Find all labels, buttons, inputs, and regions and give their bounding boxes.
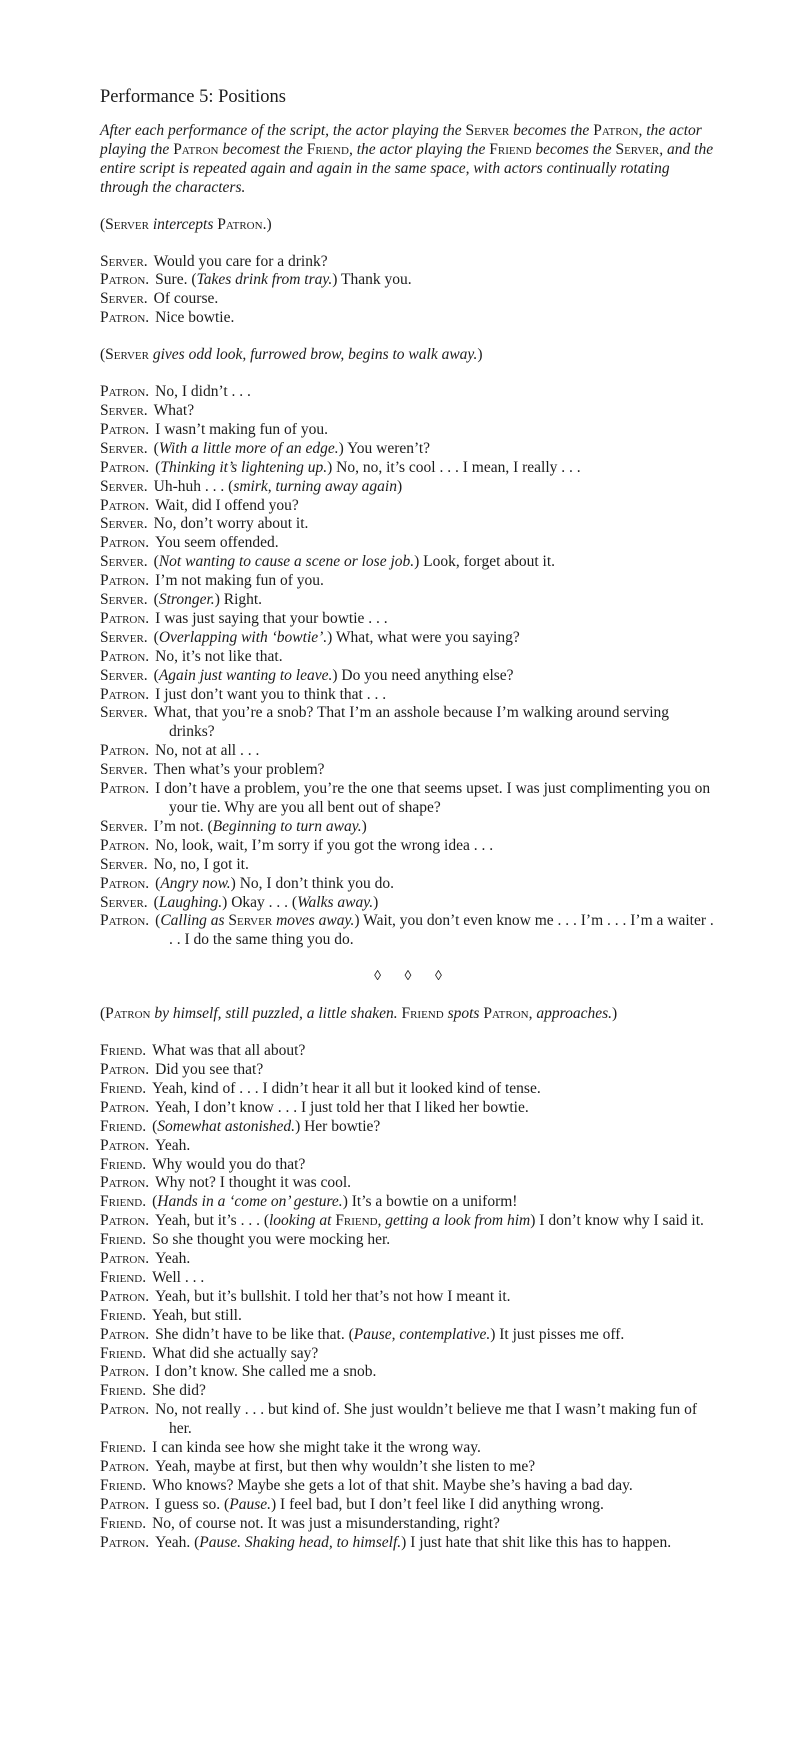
speaker-name: Patron. bbox=[100, 780, 150, 798]
stage-direction-text: , and the entire script is repeated again and again in the same space, with actors continually rotating through the characters. bbox=[100, 140, 714, 196]
text-segment: She didn’t have to be like that. ( bbox=[155, 1325, 354, 1343]
dialogue-line bbox=[100, 1156, 716, 1175]
character-name: Patron bbox=[217, 215, 263, 233]
dialogue-line bbox=[100, 271, 716, 290]
dialogue-line bbox=[100, 534, 716, 553]
dialogue-line bbox=[100, 686, 716, 705]
text-segment: ) I just hate that shit like this has to happen. bbox=[401, 1533, 672, 1551]
stage-direction-text: Overlapping with ‘bowtie’. bbox=[158, 628, 328, 646]
dialogue-block bbox=[100, 1042, 716, 1552]
text-segment: ) Wait, you don’t even know me . . . I’m . . . I’m a waiter . . . I do the same thing you do. bbox=[169, 912, 714, 949]
dialogue-line bbox=[100, 610, 716, 629]
speaker-name: Patron. bbox=[100, 1533, 150, 1551]
speaker-name: Server. bbox=[100, 666, 148, 684]
dialogue-line bbox=[100, 402, 716, 421]
speaker-name: Patron. bbox=[100, 1287, 150, 1305]
dialogue-line bbox=[100, 1137, 716, 1156]
speaker-name: Server. bbox=[100, 553, 148, 571]
text-segment: Yeah, but still. bbox=[152, 1306, 242, 1324]
text-segment: ) Look, forget about it. bbox=[414, 553, 556, 571]
text-segment: What did she actually say? bbox=[152, 1344, 319, 1362]
dialogue-line bbox=[100, 780, 716, 818]
dialogue-line bbox=[100, 591, 716, 610]
character-name: Server bbox=[465, 122, 510, 139]
text-segment: ) You weren’t? bbox=[338, 439, 431, 457]
text-segment: Yeah. bbox=[155, 1136, 191, 1154]
dialogue-line bbox=[100, 1042, 716, 1061]
dialogue-line bbox=[100, 1363, 716, 1382]
dialogue-line bbox=[100, 912, 716, 950]
text-segment: What? bbox=[153, 401, 195, 419]
text-segment: No, of course not. It was just a misunderstanding, right? bbox=[152, 1514, 500, 1532]
dialogue-line bbox=[100, 818, 716, 837]
stage-direction-text: Thinking it’s lightening up. bbox=[160, 458, 328, 476]
text-segment: ( bbox=[155, 912, 161, 930]
text-segment: ) bbox=[361, 817, 367, 835]
stage-direction-text: , approaches. bbox=[528, 1005, 612, 1023]
text-segment: Uh-huh . . . ( bbox=[153, 477, 234, 495]
text-segment: Yeah, I don’t know . . . I just told her that I liked her bowtie. bbox=[155, 1098, 529, 1116]
dialogue-line bbox=[100, 629, 716, 648]
speaker-name: Patron. bbox=[100, 1363, 150, 1381]
dialogue-line bbox=[100, 1080, 716, 1099]
speaker-name: Patron. bbox=[100, 685, 150, 703]
text-segment: What, that you’re a snob? That I’m an asshole because I’m walking around serving drinks? bbox=[153, 704, 670, 741]
text-segment: ( bbox=[100, 1005, 106, 1023]
stage-direction-text: spots bbox=[443, 1005, 484, 1023]
stage-direction-text: Hands in a ‘come on’ gesture. bbox=[157, 1193, 343, 1211]
intro-paragraph bbox=[100, 122, 716, 198]
text-segment: ( bbox=[153, 553, 159, 571]
dialogue-line bbox=[100, 1099, 716, 1118]
character-name: Friend bbox=[335, 1212, 378, 1230]
speaker-name: Patron. bbox=[100, 572, 150, 590]
text-segment: No, it’s not like that. bbox=[155, 647, 283, 665]
dialogue-line bbox=[100, 856, 716, 875]
dialogue-line bbox=[100, 1534, 716, 1553]
text-segment: ( bbox=[153, 439, 159, 457]
speaker-name: Patron. bbox=[100, 874, 150, 892]
text-segment: ( bbox=[155, 458, 161, 476]
text-segment: Would you care for a drink? bbox=[153, 252, 328, 270]
text-segment: Yeah. bbox=[155, 1250, 191, 1268]
speaker-name: Server. bbox=[100, 893, 148, 911]
character-name: Server bbox=[105, 215, 149, 233]
text-segment: ) Do you need anything else? bbox=[332, 666, 514, 684]
dialogue-line bbox=[100, 309, 716, 328]
speaker-name: Patron. bbox=[100, 309, 150, 327]
dialogue-line bbox=[100, 1401, 716, 1439]
text-segment: No, no, I got it. bbox=[153, 855, 249, 873]
character-name: Friend bbox=[401, 1005, 444, 1023]
dialogue-line bbox=[100, 1212, 716, 1231]
character-name: Patron bbox=[593, 122, 639, 139]
text-segment: ( bbox=[153, 591, 159, 609]
dialogue-line bbox=[100, 1439, 716, 1458]
stage-direction-text: Pause. Shaking head, to himself. bbox=[199, 1533, 402, 1551]
stage-direction-text: After each performance of the script, the actor playing the bbox=[100, 122, 466, 139]
speaker-name: Server. bbox=[100, 628, 148, 646]
speaker-name: Friend. bbox=[100, 1079, 147, 1097]
stage-direction-text: looking at bbox=[269, 1212, 336, 1230]
text-segment: I don’t have a problem, you’re the one that seems upset. I was just complimenting you on your tie. Why are you all bent out of shape? bbox=[155, 780, 711, 816]
character-name: Friend bbox=[489, 140, 532, 158]
character-name: Patron bbox=[483, 1005, 529, 1023]
speaker-name: Server. bbox=[100, 515, 148, 533]
dialogue-line bbox=[100, 875, 716, 894]
dialogue-line bbox=[100, 553, 716, 572]
dialogue-line bbox=[100, 1496, 716, 1515]
text-segment: ) bbox=[477, 346, 483, 364]
character-name: Server bbox=[228, 912, 273, 930]
text-segment: Yeah. ( bbox=[155, 1533, 200, 1551]
script-body bbox=[100, 216, 716, 1553]
character-name: Patron bbox=[173, 140, 219, 158]
stage-direction-text: intercepts bbox=[148, 215, 218, 233]
text-segment: You seem offended. bbox=[155, 534, 279, 552]
scene-separator: ◊ ◊ ◊ bbox=[374, 969, 452, 985]
speaker-name: Server. bbox=[100, 290, 148, 308]
speaker-name: Patron. bbox=[100, 912, 150, 930]
stage-direction bbox=[100, 346, 716, 365]
stage-direction bbox=[100, 216, 716, 235]
text-segment: I’m not. ( bbox=[153, 817, 213, 835]
dialogue-line bbox=[100, 440, 716, 459]
text-segment: No, I didn’t . . . bbox=[155, 383, 251, 401]
stage-direction-text: becomes the bbox=[509, 122, 594, 139]
stage-direction-text: Pause, contemplative. bbox=[353, 1325, 491, 1343]
page-title: Performance 5: Positions bbox=[100, 87, 287, 107]
text-segment: Sure. ( bbox=[155, 271, 197, 289]
dialogue-line bbox=[100, 1250, 716, 1269]
speaker-name: Patron. bbox=[100, 836, 150, 854]
text-segment: ) Her bowtie? bbox=[295, 1117, 381, 1135]
dialogue-line bbox=[100, 1477, 716, 1496]
speaker-name: Patron. bbox=[100, 1212, 150, 1230]
speaker-name: Patron. bbox=[100, 420, 150, 438]
speaker-name: Friend. bbox=[100, 1155, 147, 1173]
dialogue-line bbox=[100, 1118, 716, 1137]
text-segment: ) I don’t know why I said it. bbox=[530, 1212, 704, 1230]
text-segment: Of course. bbox=[153, 290, 219, 308]
text-segment: Then what’s your problem? bbox=[153, 761, 325, 779]
speaker-name: Patron. bbox=[100, 1136, 150, 1154]
text-segment: Why would you do that? bbox=[152, 1155, 306, 1173]
text-segment: Did you see that? bbox=[155, 1060, 264, 1078]
text-segment: ( bbox=[153, 628, 159, 646]
text-segment: No, don’t worry about it. bbox=[153, 515, 309, 533]
text-segment: Yeah, maybe at first, but then why wouldn’t she listen to me? bbox=[155, 1458, 536, 1475]
stage-direction-text: Calling as bbox=[160, 912, 229, 930]
speaker-name: Patron. bbox=[100, 1174, 150, 1192]
text-segment: ( bbox=[152, 1117, 158, 1135]
speaker-name: Friend. bbox=[100, 1476, 147, 1494]
dialogue-line bbox=[100, 515, 716, 534]
text-segment: Well . . . bbox=[152, 1268, 205, 1286]
speaker-name: Patron. bbox=[100, 1325, 150, 1343]
dialogue-line bbox=[100, 648, 716, 667]
text-segment: ( bbox=[153, 666, 159, 684]
text-segment: ) I feel bad, but I don’t feel like I did anything wrong. bbox=[271, 1495, 604, 1513]
text-segment: I wasn’t making fun of you. bbox=[155, 420, 328, 438]
stage-direction-text: Takes drink from tray. bbox=[196, 271, 333, 289]
text-segment: ) No, no, it’s cool . . . I mean, I really . . . bbox=[327, 458, 581, 476]
stage-direction-text: Beginning to turn away. bbox=[212, 817, 362, 835]
speaker-name: Server. bbox=[100, 252, 148, 270]
speaker-name: Friend. bbox=[100, 1514, 147, 1532]
stage-direction-text: Not wanting to cause a scene or lose job. bbox=[158, 553, 415, 571]
stage-direction-text: Angry now. bbox=[160, 874, 231, 892]
speaker-name: Patron. bbox=[100, 1060, 150, 1078]
text-segment: ) No, I don’t think you do. bbox=[230, 874, 394, 892]
text-segment: Who knows? Maybe she gets a lot of that shit. Maybe she’s having a bad day. bbox=[152, 1476, 633, 1494]
speaker-name: Patron. bbox=[100, 609, 150, 627]
speaker-name: Server. bbox=[100, 817, 148, 835]
text-segment: I guess so. ( bbox=[155, 1495, 230, 1513]
dialogue-line bbox=[100, 1458, 716, 1477]
speaker-name: Friend. bbox=[100, 1344, 147, 1362]
dialogue-line bbox=[100, 667, 716, 686]
speaker-name: Friend. bbox=[100, 1306, 147, 1324]
dialogue-line bbox=[100, 1269, 716, 1288]
dialogue-line bbox=[100, 459, 716, 478]
dialogue-line bbox=[100, 421, 716, 440]
speaker-name: Friend. bbox=[100, 1117, 147, 1135]
dialogue-line bbox=[100, 1193, 716, 1212]
stage-direction-text: smirk, turning away again bbox=[233, 477, 397, 495]
speaker-name: Server. bbox=[100, 401, 148, 419]
stage-direction-text: Stronger. bbox=[158, 591, 215, 609]
dialogue-block bbox=[100, 383, 716, 950]
speaker-name: Friend. bbox=[100, 1231, 147, 1249]
dialogue-line bbox=[100, 1288, 716, 1307]
dialogue-line bbox=[100, 704, 716, 742]
stage-direction-text: Pause. bbox=[229, 1495, 271, 1513]
character-name: Server bbox=[105, 346, 149, 364]
speaker-name: Friend. bbox=[100, 1268, 147, 1286]
text-segment: Nice bowtie. bbox=[155, 309, 235, 327]
speaker-name: Server. bbox=[100, 761, 148, 779]
text-segment: ) bbox=[373, 893, 379, 911]
text-segment: I’m not making fun of you. bbox=[155, 572, 324, 590]
text-segment: ( bbox=[100, 215, 106, 233]
text-segment: No, look, wait, I’m sorry if you got the wrong idea . . . bbox=[155, 836, 494, 854]
dialogue-line bbox=[100, 478, 716, 497]
dialogue-line bbox=[100, 572, 716, 591]
dialogue-line bbox=[100, 1061, 716, 1080]
text-segment: ( bbox=[153, 893, 159, 911]
text-segment: What was that all about? bbox=[152, 1042, 306, 1060]
text-segment: ) Okay . . . ( bbox=[222, 893, 298, 911]
speaker-name: Server. bbox=[100, 591, 148, 609]
stage-direction bbox=[100, 1005, 716, 1024]
dialogue-line bbox=[100, 761, 716, 780]
stage-direction-text: Somewhat astonished. bbox=[157, 1117, 296, 1135]
text-segment: I just don’t want you to think that . . . bbox=[155, 685, 387, 703]
text-segment: I can kinda see how she might take it the wrong way. bbox=[152, 1439, 481, 1457]
dialogue-line bbox=[100, 1515, 716, 1534]
speaker-name: Patron. bbox=[100, 1250, 150, 1268]
speaker-name: Friend. bbox=[100, 1382, 147, 1400]
text-segment: No, not really . . . but kind of. She just wouldn’t believe me that I wasn’t making fun of her. bbox=[155, 1401, 698, 1438]
dialogue-line bbox=[100, 1345, 716, 1364]
stage-direction-text: becomest the bbox=[218, 140, 307, 158]
text-segment: ) It just pisses me off. bbox=[490, 1325, 625, 1343]
stage-direction-text: by himself, still puzzled, a little shaken. bbox=[150, 1005, 402, 1023]
stage-direction-text: moves away. bbox=[272, 912, 355, 930]
dialogue-line bbox=[100, 383, 716, 402]
speaker-name: Patron. bbox=[100, 383, 150, 401]
text-segment: She did? bbox=[152, 1382, 206, 1400]
speaker-name: Patron. bbox=[100, 1458, 150, 1475]
text-segment: I don’t know. She called me a snob. bbox=[155, 1363, 377, 1381]
text-segment: ( bbox=[155, 874, 161, 892]
text-segment: Wait, did I offend you? bbox=[155, 496, 299, 514]
text-segment: ( bbox=[152, 1193, 158, 1211]
speaker-name: Patron. bbox=[100, 496, 150, 514]
stage-direction-text: , getting a look from him bbox=[377, 1212, 531, 1230]
dialogue-line bbox=[100, 1231, 716, 1250]
text-segment: Yeah, but it’s bullshit. I told her that’s not how I meant it. bbox=[155, 1287, 511, 1305]
text-segment: Why not? I thought it was cool. bbox=[155, 1174, 352, 1192]
text-segment: Yeah, kind of . . . I didn’t hear it all but it looked kind of tense. bbox=[152, 1079, 541, 1097]
dialogue-line bbox=[100, 253, 716, 272]
text-segment: ) Thank you. bbox=[332, 271, 412, 289]
dialogue-line bbox=[100, 1382, 716, 1401]
stage-direction-text: becomes the bbox=[531, 140, 616, 158]
speaker-name: Server. bbox=[100, 477, 148, 495]
text-segment: .) bbox=[262, 215, 272, 233]
dialogue-line bbox=[100, 1307, 716, 1326]
speaker-name: Patron. bbox=[100, 647, 150, 665]
speaker-name: Patron. bbox=[100, 271, 150, 289]
dialogue-line bbox=[100, 742, 716, 761]
speaker-name: Server. bbox=[100, 704, 148, 722]
text-segment: ) bbox=[612, 1005, 618, 1023]
speaker-name: Server. bbox=[100, 439, 148, 457]
speaker-name: Patron. bbox=[100, 534, 150, 552]
text-segment: I was just saying that your bowtie . . . bbox=[155, 609, 388, 627]
stage-direction-text: , the actor playing the bbox=[100, 122, 702, 158]
text-segment: Yeah, but it’s . . . ( bbox=[155, 1212, 269, 1230]
text-segment: ) bbox=[396, 477, 403, 495]
speaker-name: Patron. bbox=[100, 458, 150, 476]
dialogue-line bbox=[100, 1326, 716, 1345]
stage-direction-text: Laughing. bbox=[158, 893, 223, 911]
text-segment: ) Right. bbox=[214, 591, 263, 609]
text-segment: ( bbox=[100, 346, 106, 364]
stage-direction-text: Again just wanting to leave. bbox=[158, 666, 333, 684]
speaker-name: Friend. bbox=[100, 1193, 147, 1211]
stage-direction-text: , the actor playing the bbox=[348, 140, 490, 158]
speaker-name: Friend. bbox=[100, 1439, 147, 1457]
speaker-name: Friend. bbox=[100, 1042, 147, 1060]
text-segment: ) What, what were you saying? bbox=[327, 628, 520, 646]
speaker-name: Server. bbox=[100, 855, 148, 873]
dialogue-line bbox=[100, 837, 716, 856]
speaker-name: Patron. bbox=[100, 1098, 150, 1116]
character-name: Friend bbox=[306, 140, 349, 158]
text-segment: ) It’s a bowtie on a uniform! bbox=[342, 1193, 518, 1211]
speaker-name: Patron. bbox=[100, 1401, 150, 1419]
text-segment: No, not at all . . . bbox=[155, 742, 260, 760]
dialogue-line bbox=[100, 290, 716, 309]
text-segment: So she thought you were mocking her. bbox=[152, 1231, 391, 1249]
speaker-name: Patron. bbox=[100, 1495, 150, 1513]
speaker-name: Patron. bbox=[100, 742, 150, 760]
stage-direction-text: With a little more of an edge. bbox=[158, 439, 339, 457]
character-name: Patron bbox=[105, 1005, 151, 1023]
dialogue-block bbox=[100, 253, 716, 329]
stage-direction-text: gives odd look, furrowed brow, begins to walk away. bbox=[148, 346, 478, 364]
dialogue-line bbox=[100, 497, 716, 516]
dialogue-line bbox=[100, 894, 716, 913]
dialogue-line bbox=[100, 1174, 716, 1193]
character-name: Server bbox=[615, 140, 660, 158]
stage-direction-text: Walks away. bbox=[297, 893, 374, 911]
